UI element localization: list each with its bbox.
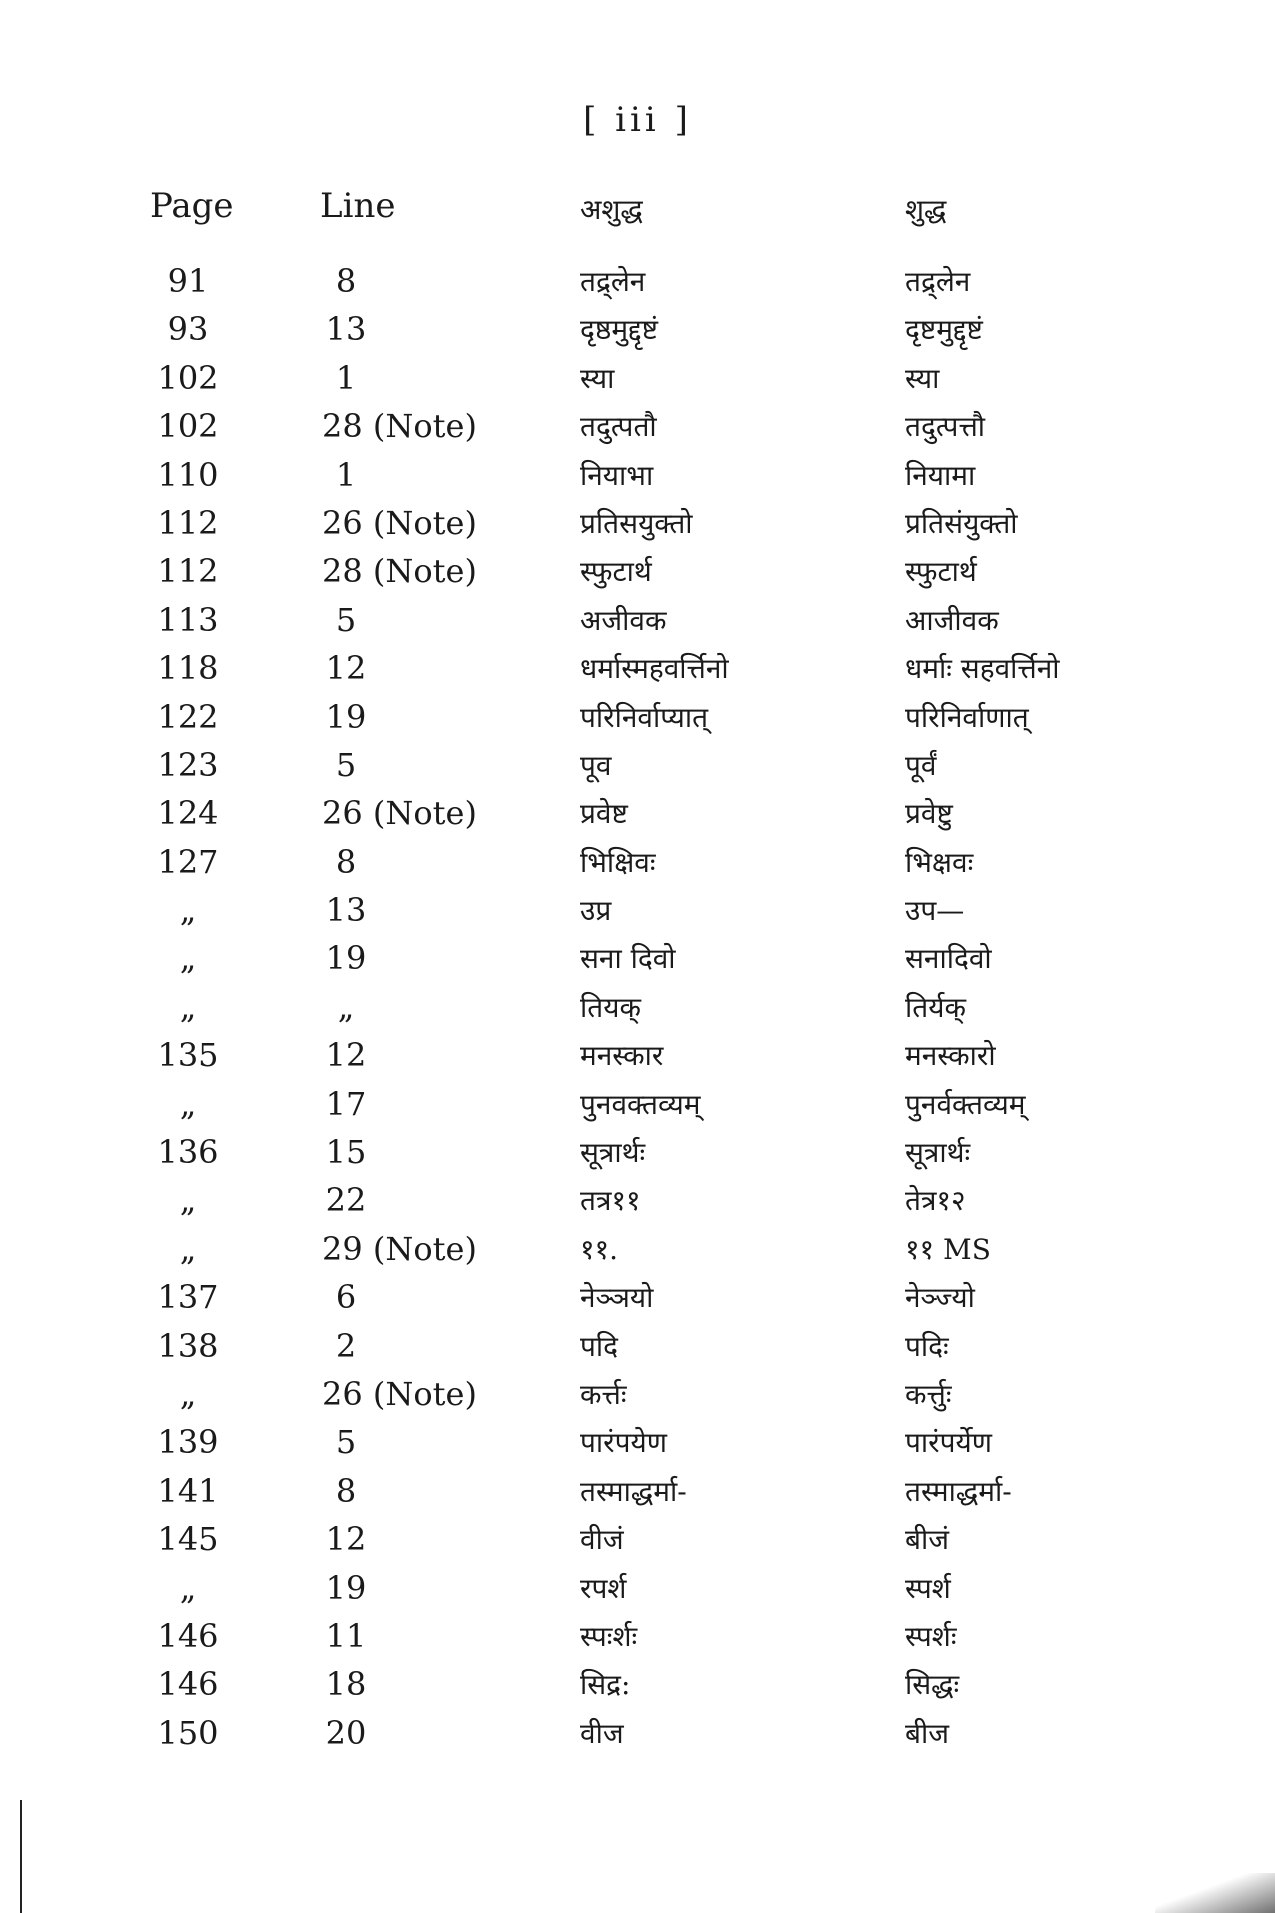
cell-incorrect: तियक् (580, 990, 641, 1024)
table-row (140, 1714, 1140, 1762)
table-row (140, 1036, 1140, 1084)
cell-incorrect: दृष्ठमुद्दृष्टं (580, 313, 659, 347)
cell-page: 150 (157, 1713, 219, 1752)
cell-correct: पारंपर्येण (905, 1426, 992, 1460)
cell-incorrect: रपर्श (580, 1571, 627, 1605)
table-row (140, 262, 1140, 310)
page-number-header: [ iii ] (583, 100, 692, 140)
cell-incorrect: तदुत्पतौ (580, 410, 657, 444)
cell-incorrect: सूत्रार्थः (580, 1136, 646, 1170)
table-row (140, 698, 1140, 746)
table-row (140, 504, 1140, 552)
cell-page: 146 (157, 1665, 219, 1704)
cell-correct: परिनिर्वाणात् (905, 700, 1029, 734)
cell-correct: पूर्वं (905, 748, 937, 782)
cell-line: 8 (335, 1471, 357, 1510)
cell-line: 19 (325, 1568, 367, 1607)
cell-incorrect: ११. (580, 1232, 619, 1266)
column-header-line: Line (320, 186, 396, 226)
cell-line: 17 (325, 1084, 367, 1123)
cell-incorrect: तत्र११ (580, 1184, 641, 1218)
table-body (140, 262, 1140, 1762)
cell-correct: बीज (905, 1716, 950, 1750)
errata-table (140, 186, 1140, 1762)
cell-line: „ (337, 987, 355, 1026)
margin-rule (20, 1800, 22, 1913)
cell-correct: प्रतिसंयुक्तो (905, 506, 1018, 540)
cell-page: 137 (157, 1278, 219, 1317)
table-row (140, 1472, 1140, 1520)
cell-line: 29 (Note) (322, 1229, 477, 1268)
cell-line: 12 (325, 1520, 367, 1559)
cell-correct: पुनर्वक्तव्यम् (905, 1087, 1026, 1121)
cell-incorrect: नियाभा (580, 458, 654, 492)
table-row (140, 1085, 1140, 1133)
cell-incorrect: वीज (580, 1716, 624, 1750)
cell-incorrect: वीजं (580, 1523, 624, 1557)
cell-line: 11 (325, 1616, 367, 1655)
table-row (140, 1230, 1140, 1278)
cell-incorrect: प्रवेष्ट (580, 797, 628, 831)
table-row (140, 1327, 1140, 1375)
cell-correct: आजीवक (905, 603, 999, 637)
table-row (140, 601, 1140, 649)
cell-page: 102 (157, 407, 219, 446)
cell-correct: प्रवेष्टु (905, 797, 953, 831)
cell-line: 26 (Note) (322, 1374, 477, 1413)
cell-incorrect: धर्मास्महवर्त्तिनो (580, 652, 729, 686)
cell-line: 28 (Note) (322, 552, 477, 591)
cell-incorrect: परिनिर्वाप्यात् (580, 700, 709, 734)
cell-page: 139 (157, 1423, 219, 1462)
column-header-incorrect: अशुद्ध (580, 193, 643, 226)
cell-page: 102 (157, 358, 219, 397)
cell-incorrect: स्पःर्शः (580, 1619, 638, 1653)
cell-page: 136 (157, 1133, 219, 1172)
cell-correct: दृष्टमुद्दृष्टं (905, 313, 983, 347)
cell-incorrect: तद्र्लेन (580, 265, 646, 298)
cell-line: 28 (Note) (322, 407, 477, 446)
cell-correct: कर्त्तुः (905, 1377, 952, 1411)
cell-line: 5 (335, 1423, 357, 1462)
cell-page: 124 (157, 794, 219, 833)
cell-incorrect: पुनवक्तव्यम् (580, 1087, 701, 1121)
cell-line: 5 (335, 600, 357, 639)
cell-incorrect: कर्त्तः (580, 1377, 627, 1411)
cell-correct: तदुत्पत्तौ (905, 410, 986, 444)
cell-line: 22 (325, 1181, 367, 1220)
cell-page: 122 (157, 697, 219, 736)
cell-correct: धर्माः सहवर्त्तिनो (905, 652, 1060, 686)
cell-correct: तद्र्लेन (905, 265, 971, 298)
cell-page: 91 (167, 262, 209, 300)
table-row (140, 310, 1140, 358)
cell-line: 2 (335, 1326, 357, 1365)
cell-incorrect: सिद्र: (580, 1668, 631, 1702)
cell-line: 13 (325, 891, 367, 930)
cell-line: 5 (335, 745, 357, 784)
cell-page: 138 (157, 1326, 219, 1365)
cell-incorrect: भिक्षिवः (580, 845, 656, 879)
cell-page: „ (179, 1568, 197, 1607)
table-row (140, 891, 1140, 939)
cell-page: 112 (157, 503, 219, 542)
cell-page: 93 (167, 310, 209, 349)
table-row (140, 1133, 1140, 1181)
cell-correct: बीजं (905, 1523, 950, 1557)
cell-incorrect: पूव (580, 748, 612, 782)
cell-correct: तिर्यक् (905, 990, 966, 1024)
cell-page: 110 (157, 455, 219, 494)
cell-correct: स्या (905, 361, 940, 395)
cell-line: 26 (Note) (322, 794, 477, 833)
table-row (140, 649, 1140, 697)
cell-incorrect: पारंपयेण (580, 1426, 667, 1460)
table-row (140, 746, 1140, 794)
cell-line: 8 (335, 262, 357, 300)
scan-smudge (1155, 1873, 1275, 1913)
cell-incorrect: तस्माद्धर्मा- (580, 1474, 687, 1508)
cell-line: 12 (325, 649, 367, 688)
cell-incorrect: सना दिवो (580, 942, 676, 976)
table-row (140, 359, 1140, 407)
cell-page: „ (179, 891, 197, 930)
cell-page: 146 (157, 1616, 219, 1655)
cell-line: 18 (325, 1665, 367, 1704)
cell-line: 8 (335, 842, 357, 881)
cell-incorrect: मनस्कार (580, 1039, 664, 1073)
table-row (140, 1423, 1140, 1471)
cell-correct: ११ MS (905, 1232, 991, 1266)
cell-incorrect: उप्र (580, 894, 612, 928)
cell-page: 118 (157, 649, 219, 688)
cell-page: 135 (157, 1036, 219, 1075)
table-row (140, 939, 1140, 987)
cell-incorrect: स्या (580, 361, 615, 395)
cell-page: „ (179, 939, 197, 978)
table-row (140, 456, 1140, 504)
table-row (140, 1278, 1140, 1326)
cell-correct: नेञ्ज्यो (905, 1281, 975, 1315)
cell-line: 20 (325, 1713, 367, 1752)
cell-page: „ (179, 987, 197, 1026)
cell-line: 12 (325, 1036, 367, 1075)
cell-correct: उप— (905, 894, 965, 928)
cell-correct: मनस्कारो (905, 1039, 996, 1073)
table-row (140, 407, 1140, 455)
cell-page: 141 (157, 1471, 219, 1510)
cell-correct: तस्माद्धर्मा- (905, 1474, 1012, 1508)
cell-line: 1 (335, 455, 357, 494)
cell-correct: सनादिवो (905, 942, 992, 976)
cell-correct: नियामा (905, 458, 976, 492)
cell-page: „ (179, 1229, 197, 1268)
cell-correct: तेत्र१२ (905, 1184, 966, 1218)
table-row (140, 1617, 1140, 1665)
table-row (140, 1375, 1140, 1423)
cell-correct: पदिः (905, 1329, 949, 1363)
table-row (140, 1520, 1140, 1568)
cell-correct: सिद्धः (905, 1668, 960, 1702)
cell-correct: स्फुटार्थ (905, 555, 977, 589)
cell-page: 112 (157, 552, 219, 591)
cell-correct: भिक्षवः (905, 845, 974, 879)
cell-correct: स्पर्श (905, 1571, 951, 1605)
cell-line: 15 (325, 1133, 367, 1172)
column-header-page: Page (150, 186, 234, 226)
table-row (140, 988, 1140, 1036)
cell-line: 13 (325, 310, 367, 349)
cell-incorrect: नेञ्ञयो (580, 1281, 654, 1315)
table-row (140, 1665, 1140, 1713)
cell-page: „ (179, 1374, 197, 1413)
column-header-correct: शुद्ध (905, 193, 947, 226)
table-row (140, 1181, 1140, 1229)
table-row (140, 552, 1140, 600)
cell-page: 113 (157, 600, 219, 639)
cell-line: 6 (335, 1278, 357, 1317)
cell-incorrect: प्रतिसयुक्तो (580, 506, 693, 540)
cell-correct: स्पर्शः (905, 1619, 957, 1653)
cell-page: 145 (157, 1520, 219, 1559)
cell-line: 26 (Note) (322, 503, 477, 542)
table-row (140, 843, 1140, 891)
cell-page: 123 (157, 745, 219, 784)
table-row (140, 794, 1140, 842)
cell-line: 19 (325, 939, 367, 978)
cell-page: 127 (157, 842, 219, 881)
cell-page: „ (179, 1084, 197, 1123)
cell-correct: सूत्रार्थः (905, 1136, 971, 1170)
cell-page: „ (179, 1181, 197, 1220)
cell-incorrect: स्फुटार्थ (580, 555, 652, 589)
cell-incorrect: पदि (580, 1329, 619, 1363)
table-row (140, 1569, 1140, 1617)
cell-line: 1 (335, 358, 357, 397)
cell-incorrect: अजीवक (580, 603, 667, 637)
cell-line: 19 (325, 697, 367, 736)
table-header-row (140, 186, 1140, 262)
